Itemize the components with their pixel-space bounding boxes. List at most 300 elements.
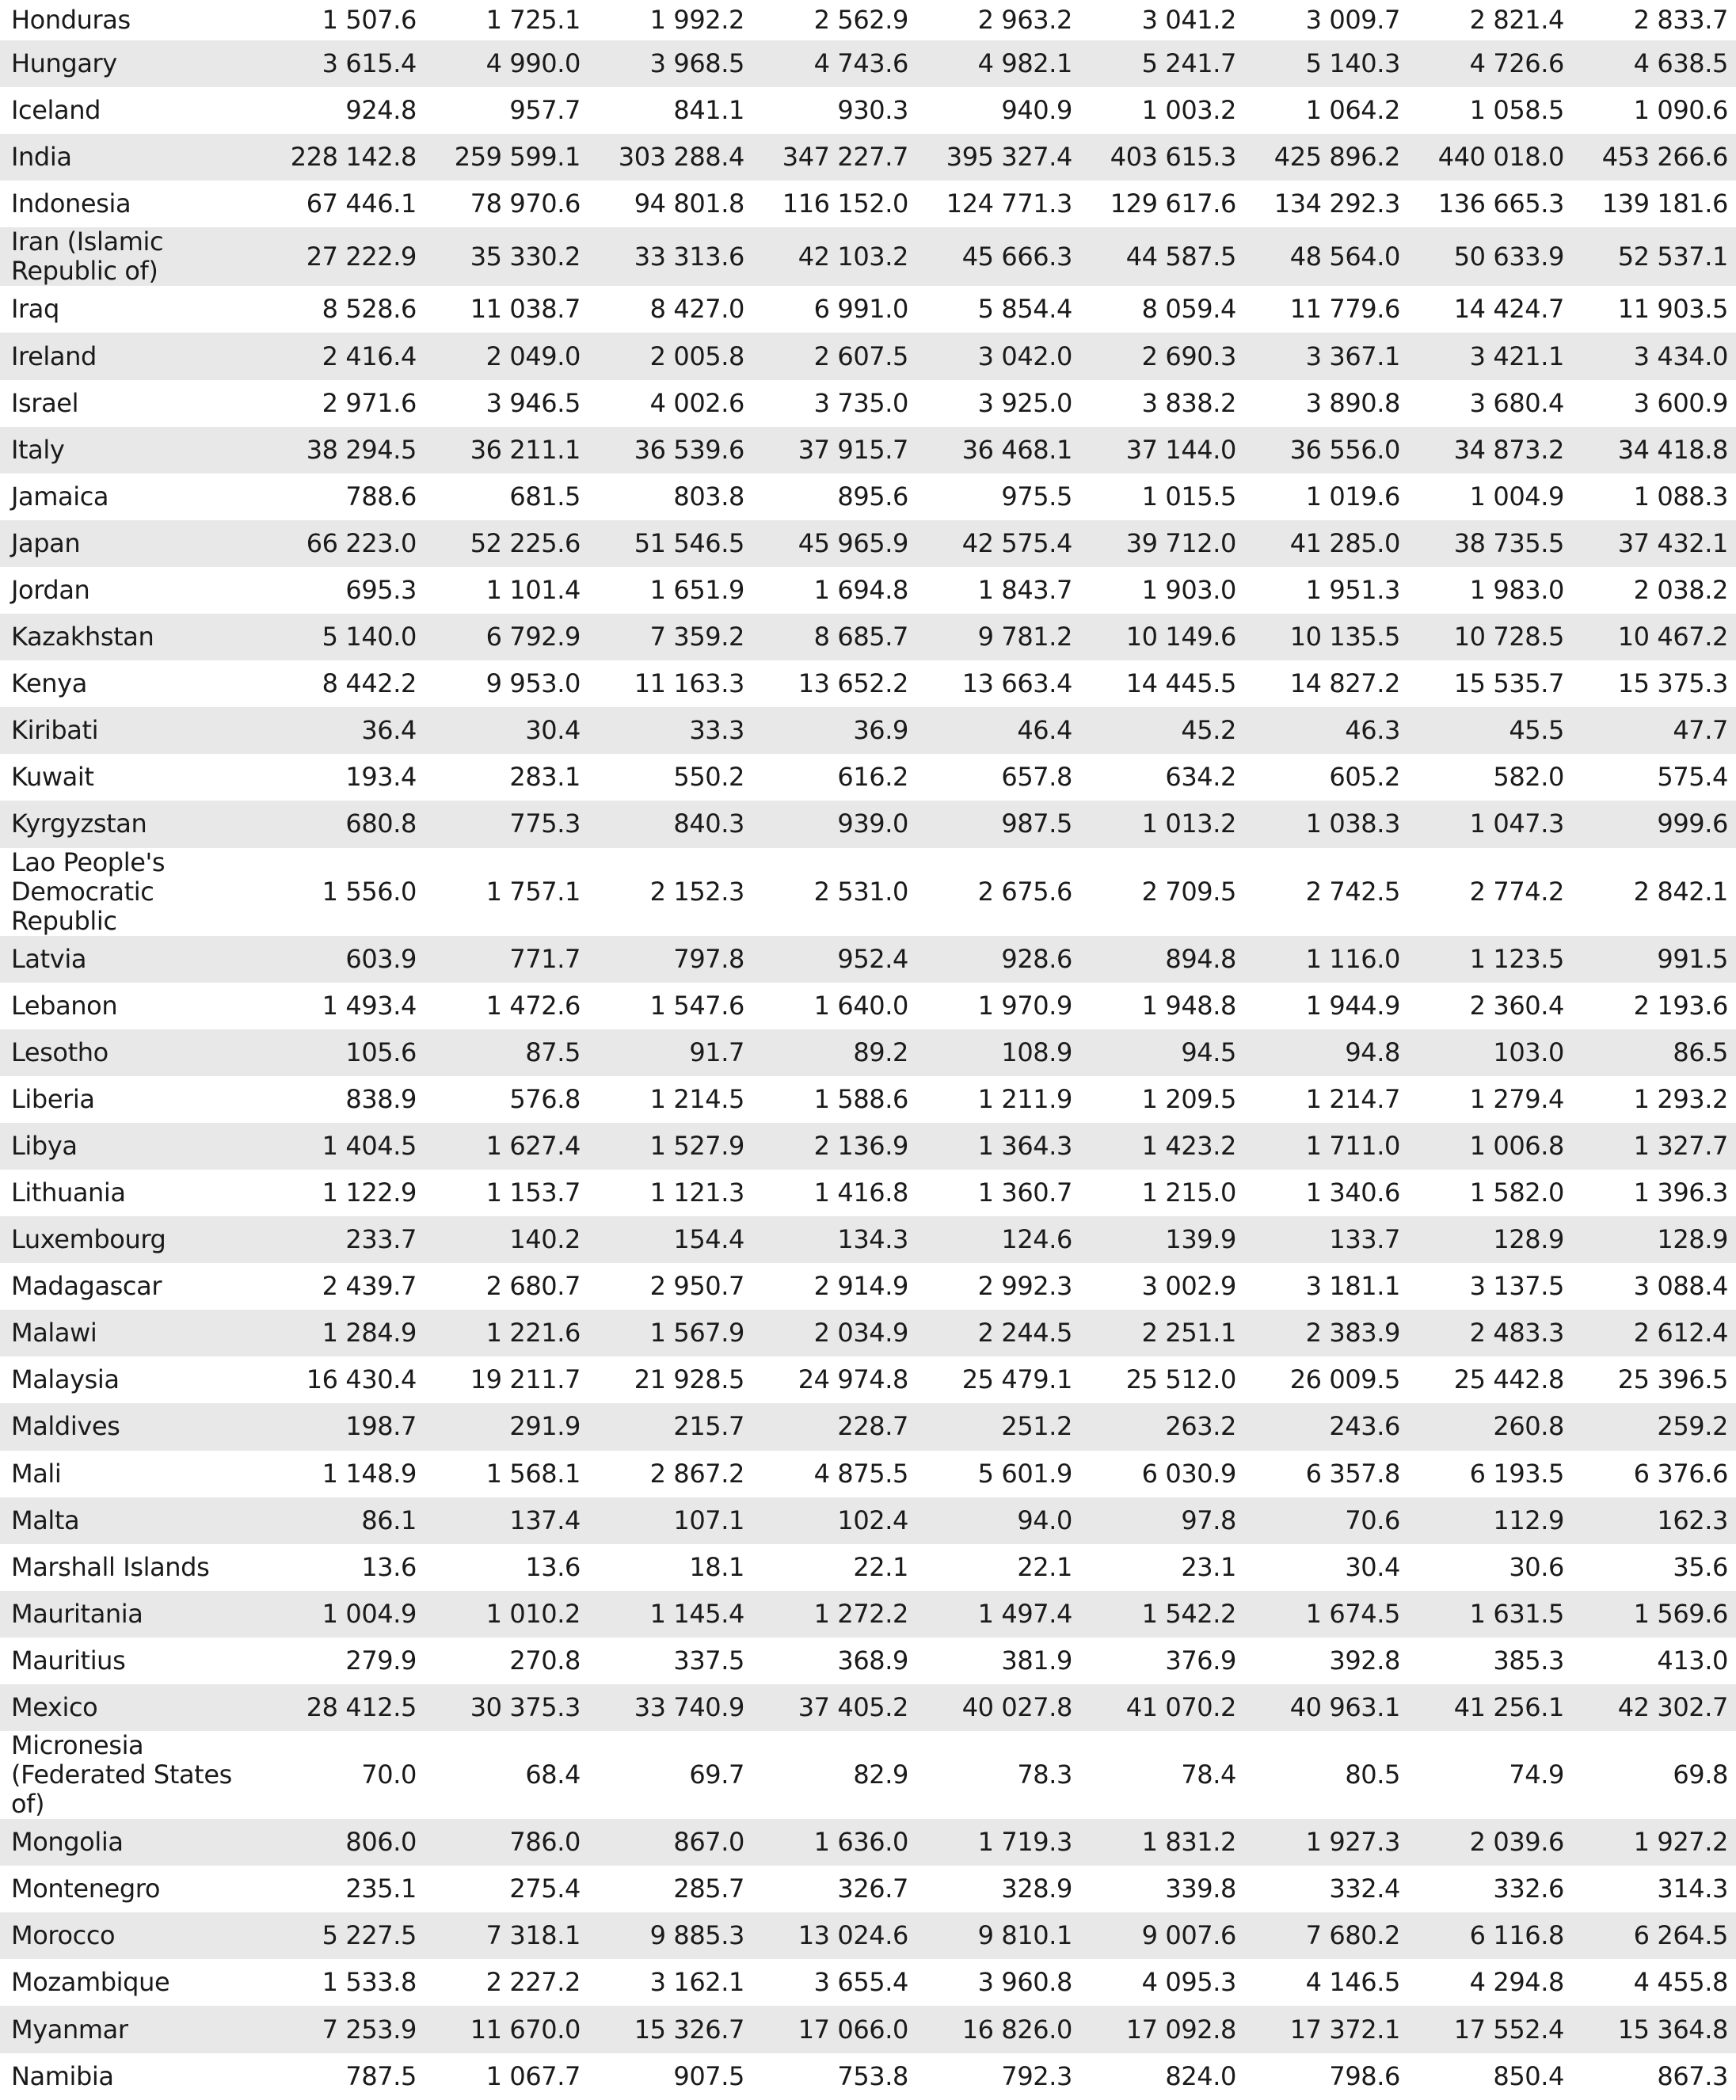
value-cell: 270.8 [509, 1645, 581, 1676]
value-cell: 3 925.0 [977, 387, 1072, 418]
table-row [0, 1866, 1736, 1912]
value-cell: 42 302.7 [1617, 1692, 1728, 1723]
value-cell: 44 587.5 [1125, 241, 1236, 272]
value-cell: 2 963.2 [977, 5, 1072, 35]
value-cell: 939.0 [837, 808, 908, 839]
value-cell: 279.9 [345, 1645, 417, 1676]
value-cell: 2 136.9 [813, 1130, 908, 1161]
value-cell: 403 615.3 [1110, 142, 1236, 173]
value-cell: 16 826.0 [961, 2014, 1072, 2045]
value-cell: 42 575.4 [961, 527, 1072, 558]
value-cell: 798.6 [1329, 2060, 1400, 2091]
value-cell: 1 116.0 [1305, 943, 1400, 974]
table-row [0, 660, 1736, 707]
value-cell: 788.6 [345, 481, 417, 512]
value-cell: 9 810.1 [977, 1920, 1072, 1951]
value-cell: 133.7 [1329, 1224, 1400, 1255]
table-row [0, 181, 1736, 227]
country-name: Indonesia [11, 188, 131, 219]
value-cell: 5 140.3 [1305, 48, 1400, 79]
value-cell: 78.4 [1181, 1760, 1236, 1790]
value-cell: 45 666.3 [961, 241, 1072, 272]
value-cell: 36.9 [853, 715, 908, 746]
value-cell: 275.4 [509, 1874, 581, 1904]
value-cell: 392.8 [1329, 1645, 1400, 1676]
value-cell: 1 493.4 [322, 990, 417, 1021]
value-cell: 38 294.5 [306, 434, 417, 465]
value-cell: 1 927.3 [1305, 1827, 1400, 1858]
value-cell: 786.0 [509, 1827, 581, 1858]
value-cell: 999.6 [1657, 808, 1728, 839]
table-row [0, 87, 1736, 134]
value-cell: 25 396.5 [1617, 1364, 1728, 1395]
value-cell: 2 833.7 [1633, 5, 1728, 35]
value-cell: 17 372.1 [1289, 2014, 1400, 2045]
value-cell: 1 067.7 [485, 2060, 581, 2091]
value-cell: 154.4 [673, 1224, 744, 1255]
table-row [0, 2053, 1736, 2100]
value-cell: 1 843.7 [977, 574, 1072, 605]
value-cell: 235.1 [345, 1874, 417, 1904]
value-cell: 94 801.8 [634, 188, 744, 219]
value-cell: 895.6 [837, 481, 908, 512]
value-cell: 13.6 [361, 1551, 417, 1582]
value-cell: 8 442.2 [322, 668, 417, 699]
value-cell: 45.5 [1509, 715, 1564, 746]
value-cell: 8 059.4 [1141, 294, 1236, 325]
value-cell: 124 771.3 [946, 188, 1072, 219]
value-cell: 326.7 [837, 1874, 908, 1904]
value-cell: 1 360.7 [977, 1177, 1072, 1208]
value-cell: 787.5 [345, 2060, 417, 2091]
value-cell: 25 442.8 [1453, 1364, 1564, 1395]
value-cell: 413.0 [1657, 1645, 1728, 1676]
value-cell: 6 792.9 [485, 622, 581, 652]
value-cell: 36 539.6 [634, 434, 744, 465]
value-cell: 1 293.2 [1633, 1083, 1728, 1114]
value-cell: 385.3 [1493, 1645, 1564, 1676]
value-cell: 36 556.0 [1289, 434, 1400, 465]
value-cell: 376.9 [1165, 1645, 1236, 1676]
value-cell: 1 327.7 [1633, 1130, 1728, 1161]
table-row [0, 1170, 1736, 1216]
value-cell: 1 404.5 [322, 1130, 417, 1161]
value-cell: 3 088.4 [1633, 1271, 1728, 1302]
value-cell: 17 092.8 [1125, 2014, 1236, 2045]
value-cell: 243.6 [1329, 1411, 1400, 1442]
value-cell: 3 600.9 [1633, 387, 1728, 418]
value-cell: 9 007.6 [1141, 1920, 1236, 1951]
table-row [0, 1310, 1736, 1356]
value-cell: 15 375.3 [1617, 668, 1728, 699]
value-cell: 1 284.9 [322, 1318, 417, 1349]
value-cell: 1 010.2 [485, 1598, 581, 1629]
table-row [0, 801, 1736, 847]
value-cell: 5 227.5 [322, 1920, 417, 1951]
value-cell: 198.7 [345, 1411, 417, 1442]
country-name: Mauritania [11, 1598, 143, 1629]
value-cell: 838.9 [345, 1083, 417, 1114]
value-cell: 134 292.3 [1273, 188, 1400, 219]
country-name: Lao People's Democratic Republic [11, 846, 166, 936]
value-cell: 1 038.3 [1305, 808, 1400, 839]
value-cell: 7 680.2 [1305, 1920, 1400, 1951]
value-cell: 128.9 [1493, 1224, 1564, 1255]
value-cell: 2 251.1 [1141, 1318, 1236, 1349]
value-cell: 957.7 [509, 95, 581, 126]
value-cell: 3 367.1 [1305, 340, 1400, 371]
value-cell: 50 633.9 [1453, 241, 1564, 272]
value-cell: 1 757.1 [485, 876, 581, 907]
value-cell: 2 867.2 [649, 1458, 744, 1489]
value-cell: 2 742.5 [1305, 876, 1400, 907]
value-cell: 48 564.0 [1289, 241, 1400, 272]
country-name: Kyrgyzstan [11, 808, 147, 839]
value-cell: 10 467.2 [1617, 622, 1728, 652]
value-cell: 1 507.6 [322, 5, 417, 35]
value-cell: 9 781.2 [977, 622, 1072, 652]
country-name: Latvia [11, 943, 87, 974]
value-cell: 193.4 [345, 762, 417, 793]
value-cell: 332.6 [1493, 1874, 1564, 1904]
value-cell: 3 655.4 [813, 1967, 908, 1998]
value-cell: 1 992.2 [649, 5, 744, 35]
value-cell: 2 680.7 [485, 1271, 581, 1302]
value-cell: 97.8 [1181, 1505, 1236, 1535]
value-cell: 2 675.6 [977, 876, 1072, 907]
country-name: Mali [11, 1458, 62, 1489]
value-cell: 4 743.6 [813, 48, 908, 79]
value-cell: 22.1 [853, 1551, 908, 1582]
value-cell: 33 313.6 [634, 241, 744, 272]
value-cell: 112.9 [1493, 1505, 1564, 1535]
value-cell: 339.8 [1165, 1874, 1236, 1904]
value-cell: 440 018.0 [1437, 142, 1564, 173]
value-cell: 3 042.0 [977, 340, 1072, 371]
value-cell: 94.5 [1181, 1037, 1236, 1067]
value-cell: 30.6 [1509, 1551, 1564, 1582]
value-cell: 1 003.2 [1141, 95, 1236, 126]
value-cell: 13 652.2 [798, 668, 908, 699]
value-cell: 259 599.1 [454, 142, 581, 173]
value-cell: 52 225.6 [470, 527, 581, 558]
value-cell: 10 135.5 [1289, 622, 1400, 652]
value-cell: 753.8 [837, 2060, 908, 2091]
value-cell: 841.1 [673, 95, 744, 126]
country-name: Hungary [11, 48, 117, 79]
value-cell: 2 049.0 [485, 340, 581, 371]
value-cell: 2 039.6 [1469, 1827, 1564, 1858]
value-cell: 18.1 [689, 1551, 744, 1582]
value-cell: 1 416.8 [813, 1177, 908, 1208]
value-cell: 1 831.2 [1141, 1827, 1236, 1858]
value-cell: 575.4 [1657, 762, 1728, 793]
table-row [0, 1076, 1736, 1123]
table-row [0, 1123, 1736, 1170]
value-cell: 15 364.8 [1617, 2014, 1728, 2045]
value-cell: 1 090.6 [1633, 95, 1728, 126]
value-cell: 2 034.9 [813, 1318, 908, 1349]
value-cell: 867.3 [1657, 2060, 1728, 2091]
value-cell: 1 556.0 [322, 876, 417, 907]
value-cell: 2 709.5 [1141, 876, 1236, 907]
value-cell: 1 948.8 [1141, 990, 1236, 1021]
value-cell: 2 483.3 [1469, 1318, 1564, 1349]
value-cell: 45.2 [1181, 715, 1236, 746]
value-cell: 840.3 [673, 808, 744, 839]
value-cell: 1 215.0 [1141, 1177, 1236, 1208]
value-cell: 1 396.3 [1633, 1177, 1728, 1208]
value-cell: 1 694.8 [813, 574, 908, 605]
value-cell: 576.8 [509, 1083, 581, 1114]
table-row [0, 1497, 1736, 1544]
value-cell: 3 009.7 [1305, 5, 1400, 35]
value-cell: 136 665.3 [1437, 188, 1564, 219]
value-cell: 806.0 [345, 1827, 417, 1858]
value-cell: 381.9 [1001, 1645, 1072, 1676]
value-cell: 634.2 [1165, 762, 1236, 793]
value-cell: 8 528.6 [322, 294, 417, 325]
country-name: Italy [11, 434, 65, 465]
country-name: Ireland [11, 340, 97, 371]
country-name: Mozambique [11, 1967, 170, 1998]
value-cell: 108.9 [1001, 1037, 1072, 1067]
value-cell: 11 670.0 [470, 2014, 581, 2045]
value-cell: 38 735.5 [1453, 527, 1564, 558]
value-cell: 7 318.1 [485, 1920, 581, 1951]
value-cell: 46.3 [1345, 715, 1400, 746]
value-cell: 40 027.8 [961, 1692, 1072, 1723]
value-cell: 1 588.6 [813, 1083, 908, 1114]
value-cell: 139.9 [1165, 1224, 1236, 1255]
value-cell: 337.5 [673, 1645, 744, 1676]
value-cell: 228.7 [837, 1411, 908, 1442]
value-cell: 37 144.0 [1125, 434, 1236, 465]
value-cell: 3 946.5 [485, 387, 581, 418]
value-cell: 17 552.4 [1453, 2014, 1564, 2045]
value-cell: 453 266.6 [1601, 142, 1728, 173]
value-cell: 36 468.1 [961, 434, 1072, 465]
value-cell: 2 227.2 [485, 1967, 581, 1998]
value-cell: 695.3 [345, 574, 417, 605]
value-cell: 1 088.3 [1633, 481, 1728, 512]
value-cell: 94.0 [1017, 1505, 1072, 1535]
value-cell: 3 181.1 [1305, 1271, 1400, 1302]
value-cell: 1 423.2 [1141, 1130, 1236, 1161]
value-cell: 2 690.3 [1141, 340, 1236, 371]
country-name: Mongolia [11, 1827, 124, 1858]
value-cell: 6 030.9 [1141, 1458, 1236, 1489]
value-cell: 34 873.2 [1453, 434, 1564, 465]
value-cell: 792.3 [1001, 2060, 1072, 2091]
value-cell: 2 416.4 [322, 340, 417, 371]
country-name: Iceland [11, 95, 101, 126]
table-row [0, 707, 1736, 754]
value-cell: 303 288.4 [618, 142, 744, 173]
value-cell: 102.4 [837, 1505, 908, 1535]
value-cell: 47.7 [1673, 715, 1728, 746]
country-name: Mauritius [11, 1645, 126, 1676]
value-cell: 1 279.4 [1469, 1083, 1564, 1114]
value-cell: 251.2 [1001, 1411, 1072, 1442]
value-cell: 69.8 [1673, 1760, 1728, 1790]
value-cell: 2 005.8 [649, 340, 744, 371]
value-cell: 69.7 [689, 1760, 744, 1790]
value-cell: 975.5 [1001, 481, 1072, 512]
value-cell: 987.5 [1001, 808, 1072, 839]
value-cell: 2 821.4 [1469, 5, 1564, 35]
country-name: Jordan [11, 574, 90, 605]
value-cell: 771.7 [509, 943, 581, 974]
value-cell: 1 153.7 [485, 1177, 581, 1208]
value-cell: 3 968.5 [649, 48, 744, 79]
value-cell: 1 214.7 [1305, 1083, 1400, 1114]
value-cell: 36.4 [361, 715, 417, 746]
value-cell: 3 680.4 [1469, 387, 1564, 418]
value-cell: 3 960.8 [977, 1967, 1072, 1998]
value-cell: 30 375.3 [470, 1692, 581, 1723]
value-cell: 1 148.9 [322, 1458, 417, 1489]
value-cell: 2 914.9 [813, 1271, 908, 1302]
country-name: Kuwait [11, 762, 94, 793]
value-cell: 1 101.4 [485, 574, 581, 605]
table-row [0, 227, 1736, 286]
value-cell: 5 140.0 [322, 622, 417, 652]
value-cell: 107.1 [673, 1505, 744, 1535]
value-cell: 87.5 [525, 1037, 581, 1067]
value-cell: 13 024.6 [798, 1920, 908, 1951]
value-cell: 39 712.0 [1125, 527, 1236, 558]
table-row [0, 1544, 1736, 1591]
table-row [0, 754, 1736, 801]
value-cell: 35.6 [1673, 1551, 1728, 1582]
value-cell: 24 974.8 [798, 1364, 908, 1395]
country-name: Iraq [11, 294, 59, 325]
value-cell: 26 009.5 [1289, 1364, 1400, 1395]
value-cell: 3 041.2 [1141, 5, 1236, 35]
value-cell: 3 421.1 [1469, 340, 1564, 371]
value-cell: 368.9 [837, 1645, 908, 1676]
value-cell: 13.6 [525, 1551, 581, 1582]
value-cell: 2 774.2 [1469, 876, 1564, 907]
value-cell: 6 357.8 [1305, 1458, 1400, 1489]
value-cell: 1 719.3 [977, 1827, 1072, 1858]
country-name: Kenya [11, 668, 87, 699]
value-cell: 6 193.5 [1469, 1458, 1564, 1489]
country-name: Lithuania [11, 1177, 126, 1208]
value-cell: 894.8 [1165, 943, 1236, 974]
value-cell: 550.2 [673, 762, 744, 793]
value-cell: 128.9 [1657, 1224, 1728, 1255]
table-row [0, 1216, 1736, 1263]
value-cell: 9 885.3 [649, 1920, 744, 1951]
value-cell: 285.7 [673, 1874, 744, 1904]
value-cell: 332.4 [1329, 1874, 1400, 1904]
country-name: India [11, 142, 72, 173]
value-cell: 283.1 [509, 762, 581, 793]
value-cell: 7 359.2 [649, 622, 744, 652]
value-cell: 1 533.8 [322, 1967, 417, 1998]
value-cell: 775.3 [509, 808, 581, 839]
value-cell: 797.8 [673, 943, 744, 974]
value-cell: 11 903.5 [1617, 294, 1728, 325]
value-cell: 37 432.1 [1617, 527, 1728, 558]
value-cell: 2 193.6 [1633, 990, 1728, 1021]
value-cell: 1 725.1 [485, 5, 581, 35]
value-cell: 215.7 [673, 1411, 744, 1442]
value-cell: 27 222.9 [306, 241, 417, 272]
value-cell: 2 971.6 [322, 387, 417, 418]
value-cell: 30.4 [525, 715, 581, 746]
value-cell: 21 928.5 [634, 1364, 744, 1395]
value-cell: 1 272.2 [813, 1598, 908, 1629]
table-row [0, 1263, 1736, 1310]
value-cell: 2 360.4 [1469, 990, 1564, 1021]
value-cell: 94.8 [1345, 1037, 1400, 1067]
country-name: Malta [11, 1505, 80, 1535]
value-cell: 162.3 [1657, 1505, 1728, 1535]
value-cell: 4 294.8 [1469, 1967, 1564, 1998]
table-row [0, 0, 1736, 40]
table-row [0, 1819, 1736, 1866]
value-cell: 1 631.5 [1469, 1598, 1564, 1629]
value-cell: 2 531.0 [813, 876, 908, 907]
value-cell: 582.0 [1493, 762, 1564, 793]
value-cell: 928.6 [1001, 943, 1072, 974]
value-cell: 1 636.0 [813, 1827, 908, 1858]
value-cell: 13 663.4 [961, 668, 1072, 699]
value-cell: 4 875.5 [813, 1458, 908, 1489]
value-cell: 7 253.9 [322, 2014, 417, 2045]
value-cell: 14 445.5 [1125, 668, 1236, 699]
value-cell: 3 890.8 [1305, 387, 1400, 418]
table-row [0, 1356, 1736, 1403]
value-cell: 86.5 [1673, 1037, 1728, 1067]
table-row [0, 1451, 1736, 1497]
country-name: Kazakhstan [11, 622, 154, 652]
value-cell: 1 058.5 [1469, 95, 1564, 126]
value-cell: 1 497.4 [977, 1598, 1072, 1629]
table-row [0, 936, 1736, 983]
country-name: Israel [11, 387, 79, 418]
value-cell: 46.4 [1017, 715, 1072, 746]
value-cell: 41 070.2 [1125, 1692, 1236, 1723]
value-cell: 4 002.6 [649, 387, 744, 418]
value-cell: 328.9 [1001, 1874, 1072, 1904]
table-row [0, 983, 1736, 1029]
value-cell: 89.2 [853, 1037, 908, 1067]
value-cell: 681.5 [509, 481, 581, 512]
country-name: Liberia [11, 1083, 95, 1114]
value-cell: 940.9 [1001, 95, 1072, 126]
value-cell: 91.7 [689, 1037, 744, 1067]
value-cell: 1 015.5 [1141, 481, 1236, 512]
value-cell: 1 640.0 [813, 990, 908, 1021]
country-name: Lebanon [11, 990, 118, 1021]
value-cell: 5 241.7 [1141, 48, 1236, 79]
value-cell: 140.2 [509, 1224, 581, 1255]
value-cell: 1 582.0 [1469, 1177, 1564, 1208]
value-cell: 850.4 [1493, 2060, 1564, 2091]
value-cell: 1 123.5 [1469, 943, 1564, 974]
value-cell: 395 327.4 [946, 142, 1072, 173]
value-cell: 2 612.4 [1633, 1318, 1728, 1349]
value-cell: 25 512.0 [1125, 1364, 1236, 1395]
value-cell: 15 535.7 [1453, 668, 1564, 699]
value-cell: 51 546.5 [634, 527, 744, 558]
table-row [0, 1684, 1736, 1731]
value-cell: 10 728.5 [1453, 622, 1564, 652]
